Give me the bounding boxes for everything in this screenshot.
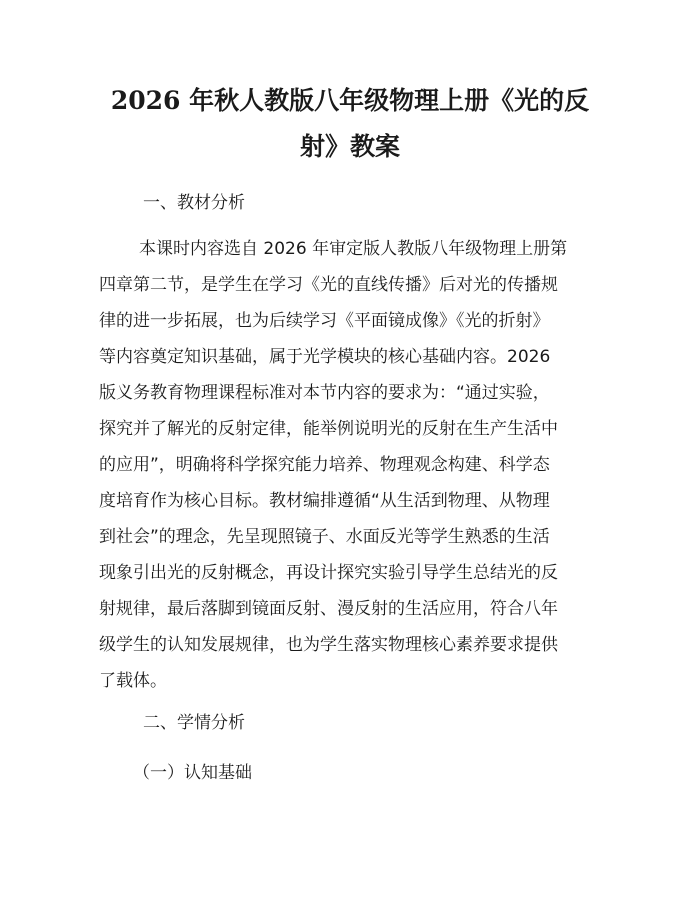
paragraph-line: 到社会”的理念，先呈现照镜子、水面反光等学生熟悉的生活 — [99, 527, 550, 547]
paragraph-line: 度培育作为核心目标。教材编排遵循“从生活到物理、从物理 — [99, 491, 550, 511]
section-heading-textbook-analysis: 一、教材分析 — [143, 193, 245, 213]
paragraph-line: 了载体。 — [99, 671, 167, 691]
paragraph-line: 的应用”，明确将科学探究能力培养、物理观念构建、科学态 — [99, 455, 550, 475]
subsection-heading-cognitive-basis: （一）认知基础 — [133, 763, 252, 783]
paragraph-line: 四章第二节，是学生在学习《光的直线传播》后对光的传播规 — [99, 275, 558, 295]
paragraph-line: 本课时内容选自 2026 年审定版人教版八年级物理上册第 — [139, 239, 568, 259]
paragraph-line: 版义务教育物理课程标准对本节内容的要求为：“通过实验， — [99, 383, 550, 403]
section-heading-student-analysis: 二、学情分析 — [143, 713, 245, 733]
paragraph-line: 射规律，最后落脚到镜面反射、漫反射的生活应用，符合八年 — [99, 599, 558, 619]
paragraph-line: 探究并了解光的反射定律，能举例说明光的反射在生产生活中 — [99, 419, 558, 439]
paragraph-line: 现象引出光的反射概念，再设计探究实验引导学生总结光的反 — [99, 563, 558, 583]
paragraph-line: 律的进一步拓展，也为后续学习《平面镜成像》《光的折射》 — [99, 311, 550, 331]
document-title-line-2: 射》教案 — [299, 132, 400, 161]
document-title-line-1: 2026 年秋人教版八年级物理上册《光的反 — [110, 86, 590, 115]
paragraph-line: 级学生的认知发展规律，也为学生落实物理核心素养要求提供 — [99, 635, 558, 655]
paragraph-line: 等内容奠定知识基础，属于光学模块的核心基础内容。2026 — [99, 347, 551, 367]
